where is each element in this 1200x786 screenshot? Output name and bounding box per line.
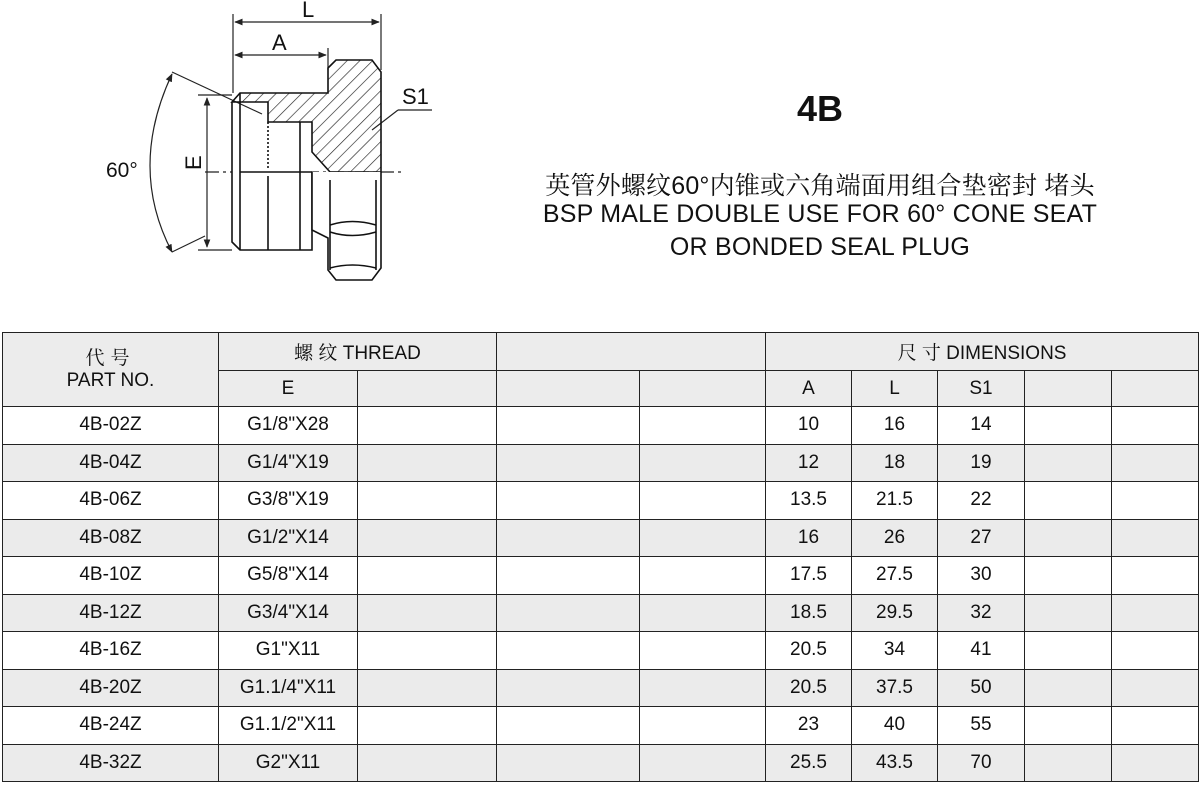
dim-a-header: A: [766, 371, 852, 407]
empty-cell: [1112, 482, 1199, 520]
dim-l-cell: 40: [852, 707, 938, 745]
dim-a-cell: 20.5: [766, 669, 852, 707]
empty-cell: [1025, 519, 1112, 557]
empty-cell: [1025, 632, 1112, 670]
empty-cell: [1025, 557, 1112, 595]
empty-cell: [358, 744, 497, 782]
thread-cell: G1.1/2"X11: [219, 707, 358, 745]
angle-label: 60°: [106, 159, 138, 182]
empty-cell: [640, 632, 766, 670]
part-no-cell: 4B-04Z: [3, 444, 219, 482]
dim-l-header: L: [852, 371, 938, 407]
dimension-table: [2, 332, 1199, 782]
dim-a-cell: 18.5: [766, 594, 852, 632]
table-row: [3, 707, 1199, 745]
dimension-label-E: E: [181, 155, 206, 170]
table-row: [3, 594, 1199, 632]
dim-s1-cell: 50: [938, 669, 1025, 707]
dim-s1-cell: 32: [938, 594, 1025, 632]
empty-header-cell: [1025, 371, 1112, 407]
table-row: [3, 557, 1199, 595]
empty-cell: [358, 557, 497, 595]
thread-header: 螺 纹 THREAD: [219, 333, 497, 371]
dim-a-cell: 10: [766, 407, 852, 445]
dim-s1-cell: 22: [938, 482, 1025, 520]
thread-cell: G3/8"X19: [219, 482, 358, 520]
empty-cell: [640, 557, 766, 595]
dim-a-cell: 13.5: [766, 482, 852, 520]
empty-cell: [1112, 444, 1199, 482]
dim-l-cell: 21.5: [852, 482, 938, 520]
empty-cell: [1025, 407, 1112, 445]
thread-cell: G5/8"X14: [219, 557, 358, 595]
thread-cell: G1/2"X14: [219, 519, 358, 557]
empty-cell: [640, 594, 766, 632]
empty-header-cell: [1112, 371, 1199, 407]
thread-cell: G2"X11: [219, 744, 358, 782]
dim-s1-cell: 70: [938, 744, 1025, 782]
empty-cell: [497, 594, 640, 632]
part-no-cell: 4B-16Z: [3, 632, 219, 670]
dim-l-cell: 16: [852, 407, 938, 445]
thread-cell: G1.1/4"X11: [219, 669, 358, 707]
empty-cell: [497, 707, 640, 745]
dim-a-cell: 25.5: [766, 744, 852, 782]
blank-header: [497, 333, 766, 371]
part-no-header: [3, 333, 219, 407]
table-row: [3, 744, 1199, 782]
empty-cell: [497, 407, 640, 445]
empty-cell: [1025, 707, 1112, 745]
dim-l-cell: 27.5: [852, 557, 938, 595]
empty-cell: [358, 632, 497, 670]
table-body: [3, 407, 1199, 782]
dim-l-cell: 26: [852, 519, 938, 557]
empty-cell: [1025, 482, 1112, 520]
dim-a-cell: 23: [766, 707, 852, 745]
empty-cell: [1112, 594, 1199, 632]
thread-cell: G1/4"X19: [219, 444, 358, 482]
dim-l-cell: 29.5: [852, 594, 938, 632]
dim-a-cell: 12: [766, 444, 852, 482]
empty-cell: [640, 744, 766, 782]
empty-cell: [358, 444, 497, 482]
part-no-cell: 4B-06Z: [3, 482, 219, 520]
empty-cell: [1025, 744, 1112, 782]
empty-cell: [358, 669, 497, 707]
title-chinese: 英管外螺纹60°内锥或六角端面用组合垫密封 堵头: [545, 172, 1095, 200]
empty-cell: [497, 669, 640, 707]
dim-s1-cell: 30: [938, 557, 1025, 595]
part-no-cell: 4B-20Z: [3, 669, 219, 707]
plug-body: [232, 60, 381, 280]
dim-l-cell: 37.5: [852, 669, 938, 707]
empty-cell: [1112, 519, 1199, 557]
dimension-label-S1: S1: [402, 84, 429, 109]
empty-cell: [358, 407, 497, 445]
model-code: 4B: [796, 88, 844, 129]
dim-l-cell: 18: [852, 444, 938, 482]
part-no-header-cn: 代号: [85, 347, 136, 369]
dim-l-cell: 43.5: [852, 744, 938, 782]
part-no-cell: 4B-24Z: [3, 707, 219, 745]
plug-technical-drawing: [0, 0, 440, 300]
part-no-cell: 4B-08Z: [3, 519, 219, 557]
empty-cell: [1025, 669, 1112, 707]
empty-cell: [1112, 707, 1199, 745]
dim-a-cell: 20.5: [766, 632, 852, 670]
table-row: [3, 669, 1199, 707]
dim-a-cell: 17.5: [766, 557, 852, 595]
empty-cell: [640, 707, 766, 745]
dim-s1-cell: 41: [938, 632, 1025, 670]
empty-cell: [358, 482, 497, 520]
empty-header-cell: [640, 371, 766, 407]
part-no-header-en: PART NO.: [66, 369, 155, 391]
dim-l-cell: 34: [852, 632, 938, 670]
title-english-line1: BSP MALE DOUBLE USE FOR 60° CONE SEAT: [542, 200, 1098, 228]
table-row: [3, 632, 1199, 670]
table-row: [3, 444, 1199, 482]
table-row: [3, 519, 1199, 557]
dim-a-cell: 16: [766, 519, 852, 557]
dim-s1-cell: 55: [938, 707, 1025, 745]
dimension-label-A: A: [272, 30, 287, 55]
empty-cell: [640, 519, 766, 557]
empty-cell: [358, 707, 497, 745]
empty-cell: [497, 519, 640, 557]
empty-cell: [640, 482, 766, 520]
thread-cell: G1/8"X28: [219, 407, 358, 445]
empty-cell: [497, 744, 640, 782]
empty-cell: [497, 557, 640, 595]
empty-cell: [1112, 407, 1199, 445]
dim-s1-cell: 27: [938, 519, 1025, 557]
empty-cell: [497, 632, 640, 670]
empty-cell: [358, 519, 497, 557]
empty-cell: [497, 444, 640, 482]
thread-cell: G3/4"X14: [219, 594, 358, 632]
empty-cell: [1112, 744, 1199, 782]
dim-s1-cell: 14: [938, 407, 1025, 445]
empty-cell: [1112, 632, 1199, 670]
empty-cell: [640, 669, 766, 707]
empty-header-cell: [358, 371, 497, 407]
dimension-label-L: L: [302, 0, 315, 22]
thread-e-header: E: [219, 371, 358, 407]
dimensions-header: 尺 寸 DIMENSIONS: [766, 333, 1199, 371]
empty-cell: [640, 444, 766, 482]
table-row: [3, 482, 1199, 520]
part-no-cell: 4B-12Z: [3, 594, 219, 632]
empty-header-cell: [497, 371, 640, 407]
empty-cell: [640, 407, 766, 445]
dim-s1-cell: 19: [938, 444, 1025, 482]
empty-cell: [497, 482, 640, 520]
dim-s1-header: S1: [938, 371, 1025, 407]
part-no-cell: 4B-10Z: [3, 557, 219, 595]
thread-cell: G1"X11: [219, 632, 358, 670]
table-row: [3, 407, 1199, 445]
empty-cell: [1112, 557, 1199, 595]
empty-cell: [358, 594, 497, 632]
title-english-line2: OR BONDED SEAL PLUG: [669, 233, 971, 261]
part-no-cell: 4B-02Z: [3, 407, 219, 445]
empty-cell: [1025, 594, 1112, 632]
part-no-cell: 4B-32Z: [3, 744, 219, 782]
empty-cell: [1025, 444, 1112, 482]
empty-cell: [1112, 669, 1199, 707]
